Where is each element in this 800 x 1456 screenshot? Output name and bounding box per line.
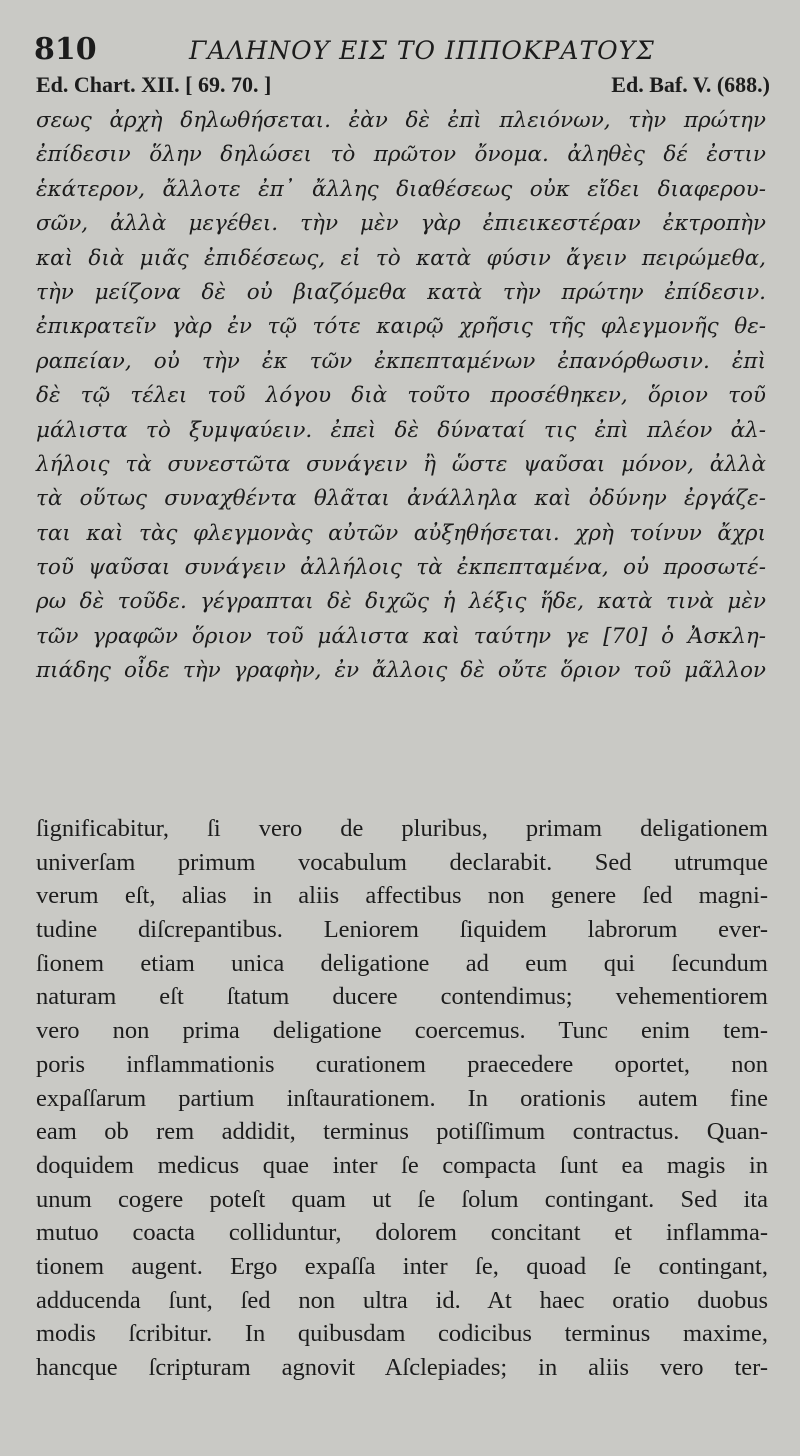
page-header xyxy=(34,32,768,72)
greek-text-line: λήλοις τὰ συνεστῶτα συνάγειν ἢ ὥστε ψαῦσαι μόνον, ἀλλὰ xyxy=(36,451,766,477)
latin-text-line: naturam eſt ſtatum ducere contendimus; vehementiorem xyxy=(36,983,768,1011)
greek-text-line: τὴν μείζονα δὲ οὐ βιαζόμεθα κατὰ τὴν πρώτην ἐπίδεσιν. xyxy=(36,279,766,305)
running-title: ΓΑΛΗΝΟΥ ΕΙΣ ΤΟ ΙΠΠΟΚΡΑΤΟΥΣ xyxy=(189,36,655,65)
greek-text-line: δὲ τῷ τέλει τοῦ λόγου διὰ τοῦτο προσέθηκεν, ὅριον τοῦ xyxy=(36,383,766,409)
latin-text-block xyxy=(36,812,768,1385)
latin-text-line: doquidem medicus quae inter ſe compacta ſunt ea magis in xyxy=(36,1151,768,1179)
greek-text-line: ραπείαν, οὐ τὴν ἐκ τῶν ἐκπεπταμένων ἐπανόρθωσιν. ἐπὶ xyxy=(36,348,766,374)
latin-text-line: vero non prima deligatione coercemus. Tunc enim tem- xyxy=(36,1017,768,1045)
latin-text-line: verum eſt, alias in aliis affectibus non genere ſed magni- xyxy=(36,882,768,910)
greek-text-line: τοῦ ψαῦσαι συνάγειν ἀλλήλοις τὰ ἐκπεπταμένα, οὐ προσωτέ- xyxy=(36,555,766,581)
edition-chartier-reference: Ed. Chart. XII. [ 69. 70. ] xyxy=(36,72,272,97)
latin-text-line: mutuo coacta colliduntur, dolorem concitant et inflamma- xyxy=(36,1219,768,1247)
greek-text-line: σεως ἀρχὴ δηλωθήσεται. ἐὰν δὲ ἐπὶ πλειόνων, τὴν πρώτην xyxy=(36,108,766,133)
latin-text-line: adducenda ſunt, ſed non ultra id. At haec oratio duobus xyxy=(36,1286,768,1314)
greek-text-line: πιάδης οἶδε τὴν γραφὴν, ἐν ἄλλοις δὲ οὔτε ὅριον τοῦ μᾶλλον xyxy=(36,658,766,684)
edition-basel-reference: Ed. Baf. V. (688.) xyxy=(611,72,770,97)
greek-text-line: τὰ οὕτως συναχθέντα θλᾶται ἀνάλληλα καὶ ὀδύνην ἐργάζε- xyxy=(36,486,766,512)
greek-text-line: ἐπίδεσιν ὅλην δηλώσει τὸ πρῶτον ὄνομα. ἀληθὲς δέ ἐστιν xyxy=(36,142,766,168)
latin-text-line: tionem augent. Ergo expaſſa inter ſe, quoad ſe contingant, xyxy=(36,1252,768,1280)
latin-text-line: ſignificabitur, ſi vero de pluribus, primam deligationem xyxy=(36,815,768,842)
latin-text-line: eam ob rem addidit, terminus potiſſimum contractus. Quan- xyxy=(36,1118,768,1146)
latin-text-line: expaſſarum partium inſtaurationem. In orationis autem fine xyxy=(36,1084,768,1112)
greek-text-line: μάλιστα τὸ ξυμψαύειν. ἐπεὶ δὲ δύναταί τις ἐπὶ πλέον ἀλ- xyxy=(36,417,766,443)
latin-text-line: modis ſcribitur. In quibusdam codicibus terminus maxime, xyxy=(36,1320,768,1348)
latin-text-line: ſionem etiam unica deligatione ad eum qui ſecundum xyxy=(36,949,768,977)
latin-text-line: hancque ſcripturam agnovit Aſclepiades; in aliis vero ter- xyxy=(36,1354,768,1381)
edition-reference-line xyxy=(36,72,770,98)
latin-text-line: poris inflammationis curationem praecedere oportet, non xyxy=(36,1050,768,1078)
greek-text-line: ται καὶ τὰς φλεγμονὰς αὐτῶν αὐξηθήσεται. χρὴ τοίνυν ἄχρι xyxy=(36,520,766,546)
greek-text-line: ἐπικρατεῖν γὰρ ἐν τῷ τότε καιρῷ χρῆσις τῆς φλεγμονῆς θε- xyxy=(36,314,766,340)
greek-text-line: καὶ διὰ μιᾶς ἐπιδέσεως, εἰ τὸ κατὰ φύσιν ἄγειν πειρώμεθα, xyxy=(36,245,766,271)
greek-text-line: σῶν, ἀλλὰ μεγέθει. τὴν μὲν γὰρ ἐπιεικεστέραν ἐκτροπὴν xyxy=(36,211,766,237)
page-number: 810 xyxy=(34,32,97,67)
greek-text-line: τῶν γραφῶν ὅριον τοῦ μάλιστα καὶ ταύτην γε [70] ὁ Ἀσκλη- xyxy=(36,623,766,649)
greek-text-block xyxy=(36,104,766,689)
greek-text-line: ρω δὲ τοῦδε. γέγραπται δὲ διχῶς ἡ λέξις ἥδε, κατὰ τινὰ μὲν xyxy=(36,589,766,615)
latin-text-line: tudine diſcrepantibus. Leniorem ſiquidem labrorum ever- xyxy=(36,916,768,944)
latin-text-line: unum cogere poteſt quam ut ſe ſolum contingant. Sed ita xyxy=(36,1185,768,1213)
greek-text-line: ἑκάτερον, ἄλλοτε ἐπ᾽ ἄλλης διαθέσεως οὐκ εἴδει διαφερου- xyxy=(36,176,766,202)
latin-text-line: univerſam primum vocabulum declarabit. Sed utrumque xyxy=(36,848,768,876)
